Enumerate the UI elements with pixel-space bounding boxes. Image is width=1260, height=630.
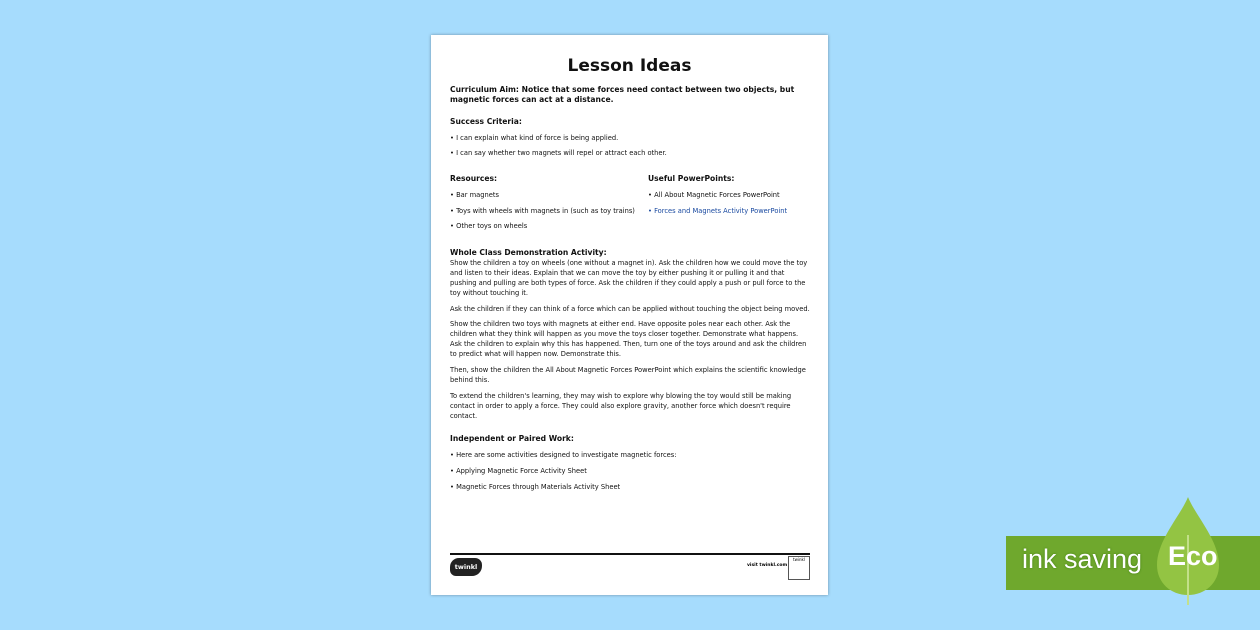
success-criteria-heading: Success Criteria: [450, 117, 522, 126]
list-item: • Other toys on wheels [450, 221, 812, 231]
list-item: • Bar magnets [450, 190, 812, 200]
list-item: • All About Magnetic Forces PowerPoint [648, 190, 818, 200]
resources-heading: Resources: [450, 174, 498, 183]
ink-saving-label: ink saving [1022, 544, 1143, 574]
list-item: • Applying Magnetic Force Activity Sheet [450, 466, 812, 476]
list-item: • Here are some activities designed to investigate magnetic forces: [450, 450, 812, 460]
eco-label: Eco [1168, 541, 1218, 571]
page-title: Lesson Ideas [567, 56, 692, 76]
document-page [431, 35, 828, 595]
independent-heading: Independent or Paired Work: [450, 434, 574, 443]
powerpoint-link[interactable]: • Forces and Magnets Activity PowerPoint [648, 206, 818, 216]
whole-class-heading: Whole Class Demonstration Activity: [450, 248, 607, 257]
twinkl-badge: twinkl [788, 556, 810, 580]
paragraph: Then, show the children the All About Magnetic Forces PowerPoint which explains the scientific knowledge behind this. [450, 366, 806, 384]
list-item: • I can say whether two magnets will repel or attract each other. [450, 148, 812, 158]
paragraph: Ask the children if they can think of a force which can be applied without touching the object being moved. [450, 305, 810, 313]
curriculum-aim: Curriculum Aim: Notice that some forces need contact between two objects, but magnetic forces can act at a distance. [450, 85, 795, 104]
visit-link: visit twinkl.com [747, 563, 788, 568]
powerpoints-heading: Useful PowerPoints: [648, 174, 735, 183]
twinkl-logo: twinkl [450, 558, 482, 576]
list-item: • Toys with wheels with magnets in (such as toy trains) [450, 206, 812, 216]
paragraph: Show the children a toy on wheels (one without a magnet in). Ask the children how we could move the toy and listen to their ideas. Explain that we can move the toy by either pushing it or pulling it and that pushing and pulling are both types of force. Ask the children if they could apply a push or pull force to the toy without touching it. [450, 259, 808, 297]
paragraph: To extend the children's learning, they may wish to explore why blowing the toy would still be making contact in order to apply a force. They could also explore gravity, another force which doesn't require contact. [450, 392, 792, 420]
paragraph: Show the children two toys with magnets at either end. Have opposite poles near each other. Ask the children what they think will happen as you move the toys closer together. Demonstrate what happens. Ask the children to explain why this has happened. Then, turn one of the toys around and ask the children to predict what will happen now. Demonstrate this. [450, 320, 807, 358]
list-item: • Magnetic Forces through Materials Activity Sheet [450, 482, 812, 492]
footer-divider [450, 553, 810, 555]
ink-saving-banner [1006, 536, 1260, 590]
list-item: • I can explain what kind of force is being applied. [450, 133, 812, 143]
